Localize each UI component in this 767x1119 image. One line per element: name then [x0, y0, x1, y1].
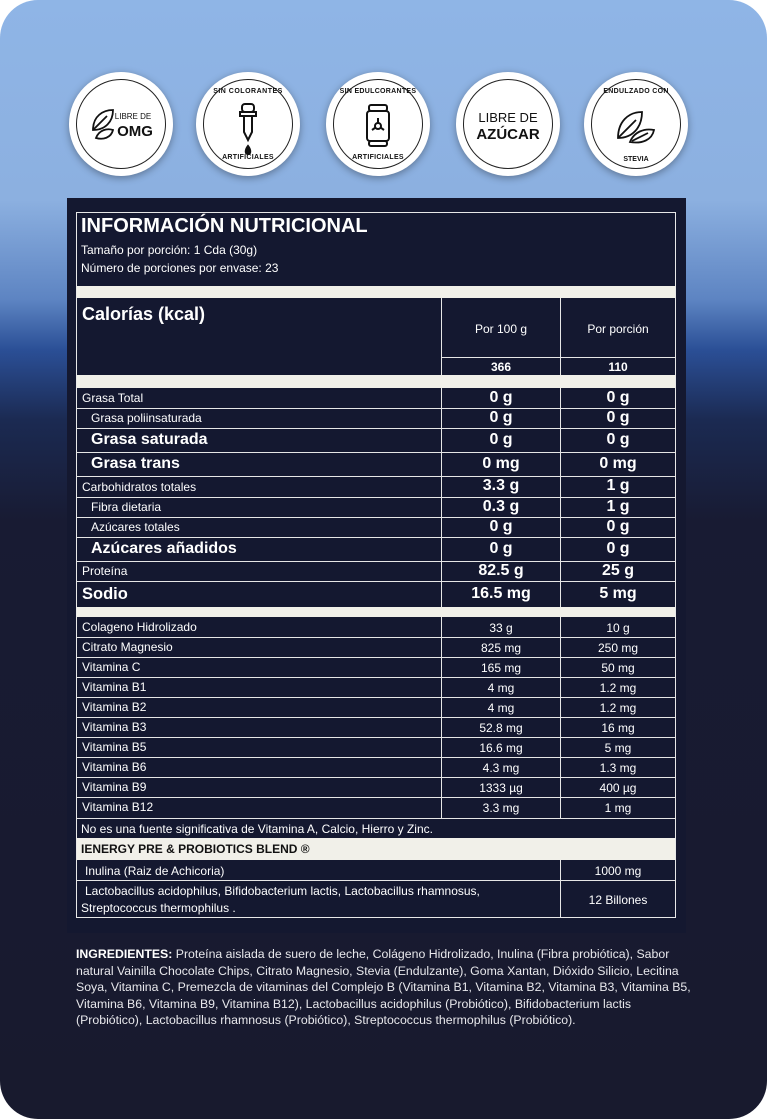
- micro-label: Vitamina B12: [82, 800, 154, 814]
- micro-per-100g: 3.3 mg: [482, 801, 520, 815]
- serving-size: Tamaño por porción: 1 Cda (30g): [81, 243, 258, 257]
- micro-per-serving: 1.3 mg: [599, 761, 637, 775]
- macro-per-100g: 16.5 mg: [471, 585, 531, 602]
- divider-thick: [77, 607, 675, 617]
- micro-per-100g: 52.8 mg: [479, 721, 523, 735]
- macro-per-serving: 1 g: [606, 477, 630, 494]
- badge-endulzado-stevia: [584, 72, 688, 176]
- badge-stevia-bottom: STEVIA: [623, 156, 649, 163]
- blend-inulina-label: Inulina (Raiz de Achicoria): [85, 864, 225, 878]
- macro-per-100g: 0 g: [489, 409, 513, 426]
- blend-probiotics-label-2: Streptococcus thermophilus .: [81, 901, 236, 915]
- badge-omg-top: LIBRE DE: [114, 112, 152, 121]
- macro-label: Carbohidratos totales: [82, 480, 197, 494]
- macro-label: Azúcares añadidos: [91, 540, 237, 557]
- micro-per-serving: 250 mg: [597, 641, 639, 655]
- badge-sin-edulcorantes: [326, 72, 430, 176]
- micro-label: Vitamina B5: [82, 740, 147, 754]
- macro-label: Proteína: [82, 564, 128, 578]
- micro-per-serving: 16 mg: [601, 721, 635, 735]
- calories-per-serving: 110: [608, 360, 628, 374]
- micro-per-100g: 825 mg: [480, 641, 522, 655]
- badge-stevia-top: ENDULZADO CON: [603, 88, 669, 95]
- macro-per-100g: 0.3 g: [482, 498, 520, 515]
- col-per-100g: Por 100 g: [474, 322, 528, 336]
- macro-per-100g: 0 mg: [482, 455, 520, 472]
- blend-probiotics-label-1: Lactobacillus acidophilus, Bifidobacterium lactis, Lactobacillus rhamnosus,: [85, 884, 480, 898]
- blend-inulina-value: 1000 mg: [594, 864, 642, 878]
- micro-per-serving: 400 µg: [599, 781, 637, 795]
- micro-label: Vitamina B9: [82, 780, 147, 794]
- servings-per-container: Número de porciones por envase: 23: [81, 261, 279, 275]
- calories-per-100g: 366: [490, 360, 512, 374]
- macro-per-serving: 0 g: [606, 431, 630, 448]
- ingredients-text: [76, 946, 691, 1029]
- macro-per-100g: 0 g: [489, 389, 513, 406]
- micro-label: Citrato Magnesio: [82, 640, 173, 654]
- macro-per-serving: 0 g: [606, 518, 630, 535]
- calories-label: Calorías (kcal): [82, 304, 206, 324]
- micro-label: Vitamina C: [82, 660, 141, 674]
- nutrition-title: INFORMACIÓN NUTRICIONAL: [81, 215, 368, 237]
- footnote: No es una fuente significativa de Vitamina A, Calcio, Hierro y Zinc.: [81, 822, 433, 836]
- micro-per-100g: 4 mg: [487, 681, 515, 695]
- micro-label: Vitamina B2: [82, 700, 147, 714]
- macro-per-100g: 0 g: [489, 518, 513, 535]
- macro-label: Fibra dietaria: [91, 500, 162, 514]
- macro-per-serving: 0 mg: [599, 455, 637, 472]
- micro-per-100g: 1333 µg: [479, 781, 523, 795]
- badge-azucar-main: AZÚCAR: [476, 126, 540, 143]
- badge-libre-omg: [69, 72, 173, 176]
- micro-label: Colageno Hidrolizado: [82, 620, 197, 634]
- divider-thick: [77, 286, 675, 298]
- micro-label: Vitamina B1: [82, 680, 147, 694]
- badge-libre-azucar: [456, 72, 560, 176]
- ingredients-list: Proteína aislada de suero de leche, Colágeno Hidrolizado, Inulina (Fibra probiótica), Sabor natural Vainilla Chocolate Chips, Citrato Magnesio, Stevia (Endulzante), Goma Xantan, Dióxido Silicio, Lecitina Soya, Vitamina C, Premezcla de vitaminas del Complejo B (Vitamina B1, Vitamina B2, Vitamina B3, Vitamina B5, Vitamina B6, Vitamina B9, Vitamina B12), Lactobacillus acidophilus (Probiótico), Bifidobacterium lactis (Probiótico), Lactobacillus rhamnosus (Probiótico), Streptococcus thermophilus (Probiótico).: [76, 947, 691, 1027]
- macro-label: Grasa saturada: [91, 431, 208, 448]
- macro-per-serving: 1 g: [606, 498, 630, 515]
- col-per-serving: Por porción: [587, 322, 649, 336]
- macro-per-serving: 5 mg: [599, 585, 637, 602]
- macro-per-100g: 3.3 g: [482, 477, 520, 494]
- macro-per-100g: 82.5 g: [478, 562, 524, 579]
- micro-per-serving: 50 mg: [601, 661, 635, 675]
- badge-edulcorantes-bottom: ARTIFICIALES: [352, 154, 404, 161]
- micro-per-serving: 1.2 mg: [599, 681, 637, 695]
- badge-sin-colorantes: [196, 72, 300, 176]
- divider-thick: [77, 375, 675, 388]
- micro-per-serving: 5 mg: [604, 741, 632, 755]
- micro-label: Vitamina B6: [82, 760, 147, 774]
- macro-label: Grasa poliinsaturada: [91, 411, 202, 425]
- macro-per-100g: 0 g: [489, 431, 513, 448]
- micro-per-serving: 10 g: [606, 621, 630, 635]
- macro-label: Azúcares totales: [91, 520, 180, 534]
- micro-per-serving: 1 mg: [604, 801, 632, 815]
- macro-per-100g: 0 g: [489, 540, 513, 557]
- nutrition-facts-table: [76, 212, 676, 918]
- micro-per-100g: 16.6 mg: [479, 741, 523, 755]
- macro-label: Sodio: [82, 585, 128, 603]
- macro-per-serving: 0 g: [606, 389, 630, 406]
- badge-colorantes-bottom: ARTIFICIALES: [222, 154, 274, 161]
- badge-omg-main: OMG: [117, 123, 153, 140]
- micro-per-100g: 33 g: [489, 621, 513, 635]
- macro-label: Grasa trans: [91, 455, 180, 472]
- badge-row: [0, 72, 767, 190]
- micro-per-100g: 4 mg: [487, 701, 515, 715]
- macro-label: Grasa Total: [82, 391, 144, 405]
- badge-azucar-top: LIBRE DE: [478, 110, 538, 125]
- micro-per-serving: 1.2 mg: [599, 701, 637, 715]
- micro-per-100g: 4.3 mg: [482, 761, 520, 775]
- macro-per-serving: 0 g: [606, 540, 630, 557]
- micro-label: Vitamina B3: [82, 720, 147, 734]
- ingredients-label: INGREDIENTES:: [76, 947, 173, 961]
- blend-probiotics-value: 12 Billones: [588, 893, 648, 907]
- badge-edulcorantes-top: SIN EDULCORANTES: [339, 88, 417, 95]
- macro-per-serving: 25 g: [601, 562, 634, 579]
- badge-colorantes-top: SIN COLORANTES: [213, 88, 283, 95]
- micro-per-100g: 165 mg: [480, 661, 522, 675]
- blend-title: IENERGY PRE & PROBIOTICS BLEND ®: [81, 842, 310, 856]
- macro-per-serving: 0 g: [606, 409, 630, 426]
